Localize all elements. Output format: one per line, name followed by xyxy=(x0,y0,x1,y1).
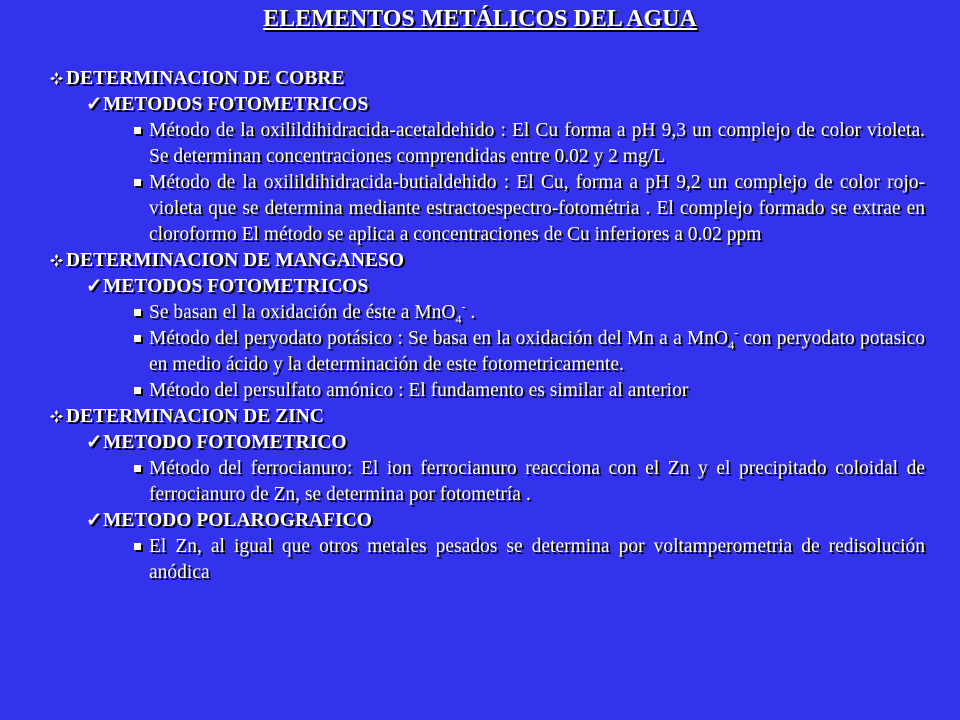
square-bullet-icon xyxy=(134,309,141,316)
list-item xyxy=(132,456,925,508)
section-heading-label: DETERMINACION DE COBRE xyxy=(66,68,345,89)
section-heading-cobre xyxy=(50,66,925,92)
square-bullet-icon xyxy=(134,465,141,472)
diamond-bullet-icon xyxy=(50,249,63,262)
subsection-heading-label: METODO POLAROGRAFICO xyxy=(103,510,372,531)
checkmark-bullet-icon: ✓ xyxy=(86,432,103,453)
square-bullet-icon xyxy=(134,179,141,186)
section-heading-manganeso xyxy=(50,248,925,274)
list-item xyxy=(132,118,925,170)
list-item-text-post: . xyxy=(465,302,476,323)
subsection-heading xyxy=(86,92,925,118)
list-item-text: Método de la oxilildihidracida-acetaldehido : El Cu forma a pH 9,3 un complejo de color violeta. Se determinan concentraciones comprendidas entre 0.02 y 2 mg/L xyxy=(149,120,925,167)
subsection-heading-label: METODOS FOTOMETRICOS xyxy=(103,94,369,115)
diamond-bullet-icon xyxy=(50,405,63,418)
superscript: - xyxy=(461,299,466,314)
list-item-text xyxy=(149,300,925,326)
subsection-heading xyxy=(86,430,925,456)
square-bullet-icon xyxy=(134,387,141,394)
checkmark-bullet-icon: ✓ xyxy=(86,276,103,297)
subscript: 4 xyxy=(728,337,735,352)
list-item-text: Método de la oxilildihidracida-butialdehido : El Cu, forma a pH 9,2 un complejo de color rojo-violeta que se determina mediante estractoespectro-fotométria . El complejo formado se extrae en cloroformo El método se aplica a concentraciones de Cu inferiores a 0.02 ppm xyxy=(149,172,925,245)
list-item xyxy=(132,378,925,404)
section-heading-label: DETERMINACION DE MANGANESO xyxy=(66,250,405,271)
list-item-text-pre: Se basan el la oxidación de éste a MnO xyxy=(149,302,456,323)
list-item xyxy=(132,300,925,326)
subscript: 4 xyxy=(455,311,462,326)
diamond-bullet-icon xyxy=(50,67,63,80)
list-item-text xyxy=(149,326,925,378)
list-item xyxy=(132,326,925,378)
subsection-heading-label: METODOS FOTOMETRICOS xyxy=(103,276,369,297)
subsection-heading xyxy=(86,274,925,300)
list-item-text: Método del persulfato amónico : El fundamento es similar al anterior xyxy=(149,380,689,401)
list-item-text-pre: Método del peryodato potásico : Se basa en la oxidación del Mn a a MnO xyxy=(149,328,729,349)
checkmark-bullet-icon: ✓ xyxy=(86,510,103,531)
list-item-text: El Zn, al igual que otros metales pesados se determina por voltamperometria de redisolución anódica xyxy=(149,536,925,583)
square-bullet-icon xyxy=(134,543,141,550)
slide-content xyxy=(50,66,925,586)
subsection-heading xyxy=(86,508,925,534)
checkmark-bullet-icon: ✓ xyxy=(86,94,103,115)
square-bullet-icon xyxy=(134,335,141,342)
section-heading-zinc xyxy=(50,404,925,430)
subsection-heading-label: METODO FOTOMETRICO xyxy=(103,432,347,453)
list-item xyxy=(132,534,925,586)
list-item-text-post: con peryodato potasico en medio ácido y la determinación de este fotometricamente. xyxy=(149,328,925,375)
slide-title: ELEMENTOS METÁLICOS DEL AGUA xyxy=(263,6,697,32)
superscript: - xyxy=(734,325,739,340)
square-bullet-icon xyxy=(134,127,141,134)
list-item xyxy=(132,170,925,248)
list-item-text: Método del ferrocianuro: El ion ferrocianuro reacciona con el Zn y el precipitado coloidal de ferrocianuro de Zn, se determina por fotometría . xyxy=(149,458,925,505)
section-heading-label: DETERMINACION DE ZINC xyxy=(66,406,324,427)
